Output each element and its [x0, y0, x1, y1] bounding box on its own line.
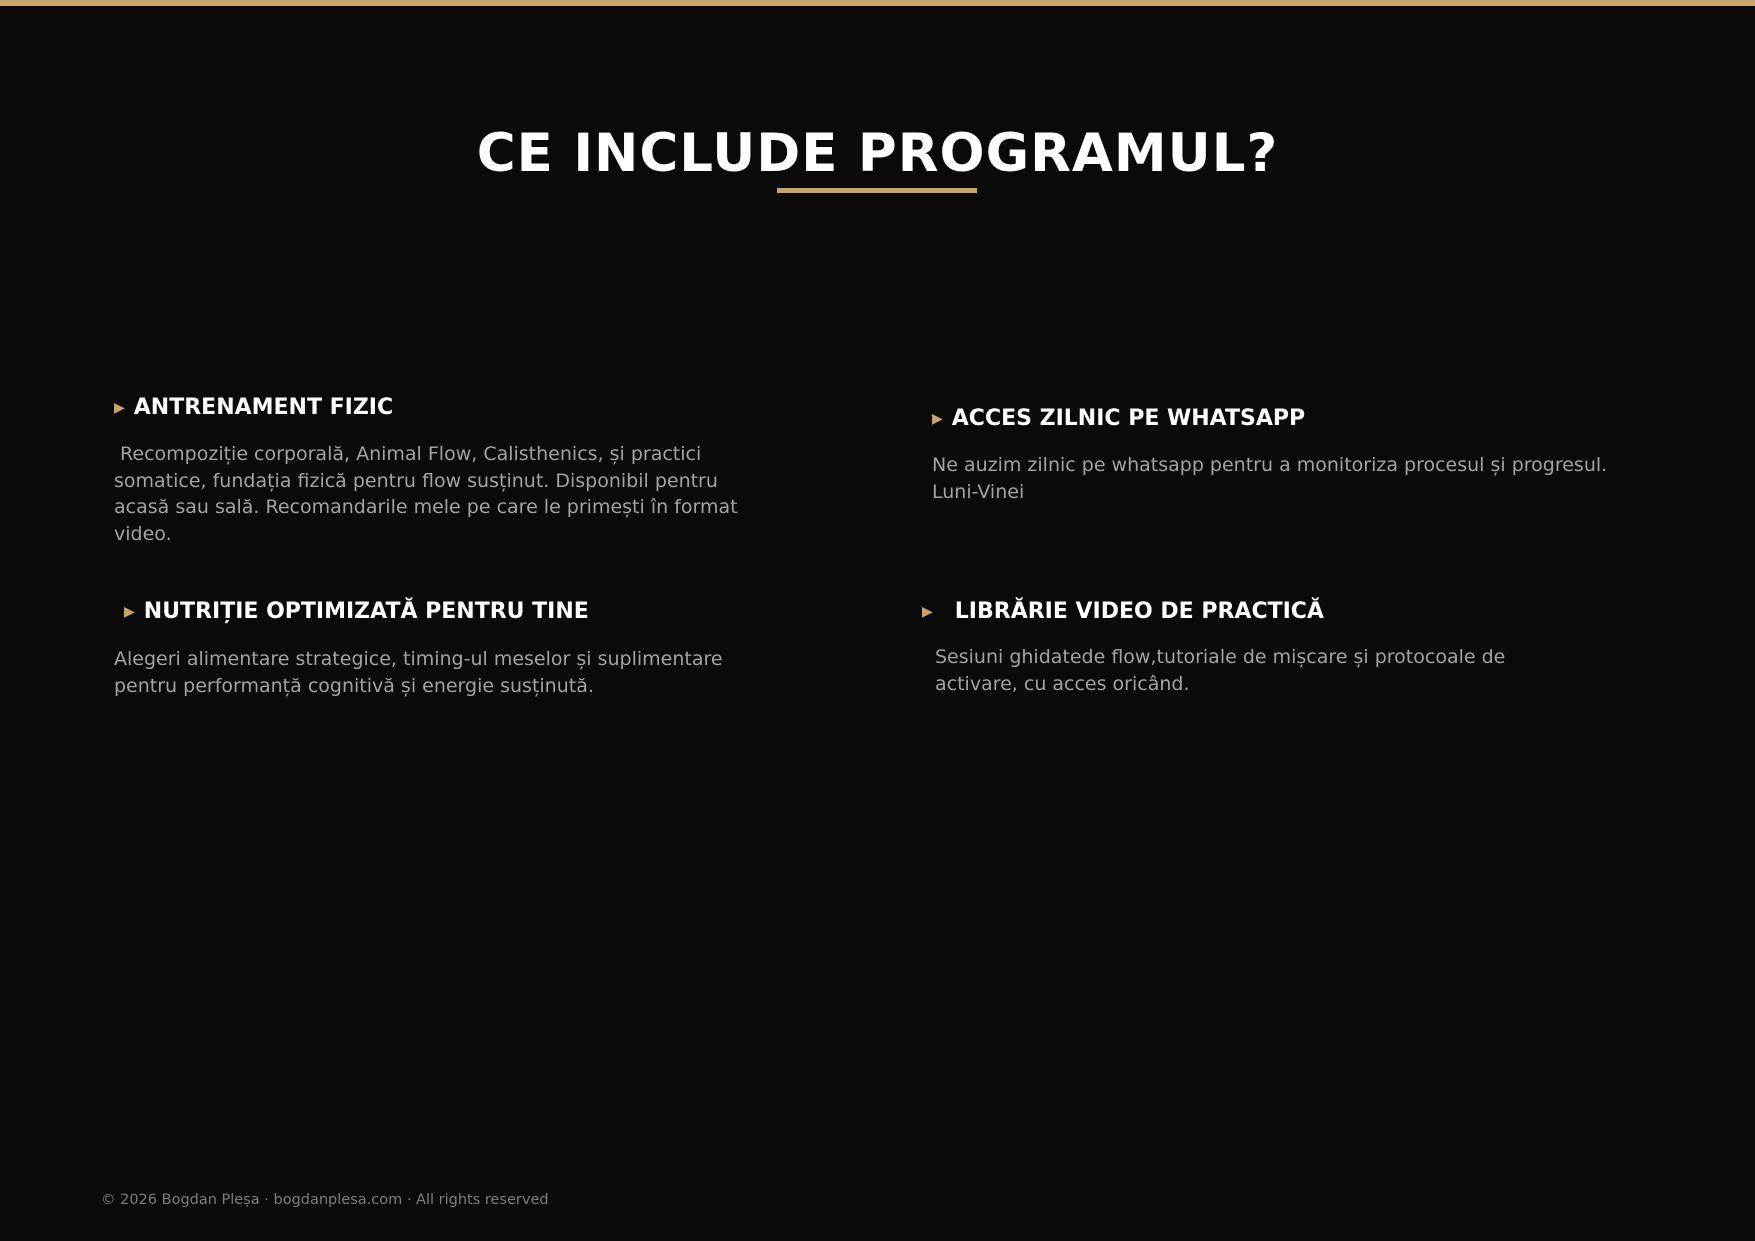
feature-description: Sesiuni ghidatede flow,tutoriale de mișcare și protocoale de activare, cu acces oricând.: [935, 646, 1506, 695]
footer-copyright: © 2026 Bogdan Pleșa · bogdanplesa.com · All rights reserved: [101, 1192, 549, 1208]
feature-description: Ne auzim zilnic pe whatsapp pentru a monitoriza procesul și progresul. Luni-Vinei: [932, 454, 1608, 503]
top-accent-bar: [0, 0, 1755, 6]
triangle-right-icon: ▶: [114, 400, 125, 416]
feature-heading: [932, 405, 1652, 433]
feature-title: ANTRENAMENT FIZIC: [133, 395, 394, 420]
feature-title: NUTRIȚIE OPTIMIZATĂ PENTRU TINE: [143, 599, 589, 624]
triangle-right-icon: ▶: [124, 604, 135, 620]
feature-heading: [114, 394, 764, 422]
page-title: CE INCLUDE PROGRAMUL?: [476, 123, 1279, 184]
feature-whatsapp-access: [932, 405, 1652, 505]
feature-description: Alegeri alimentare strategice, timing-ul meselor și suplimentare pentru performanță cognitivă și energie susținută.: [114, 648, 723, 697]
triangle-right-icon: ▶: [932, 411, 943, 427]
feature-physical-training: [114, 394, 764, 547]
feature-title: LIBRĂRIE VIDEO DE PRACTICĂ: [954, 599, 1324, 624]
feature-video-library: [922, 598, 1562, 697]
feature-nutrition: [114, 598, 764, 699]
feature-heading: [114, 598, 764, 626]
feature-description: Recompoziție corporală, Animal Flow, Calisthenics, și practici somatice, fundația fizică pentru flow susținut. Disponibil pentru acasă sau sală. Recomandarile mele pe care le primești în format video.: [114, 443, 744, 545]
triangle-right-icon: ▶: [922, 604, 933, 620]
title-underline: [777, 188, 977, 193]
feature-heading: [922, 598, 1562, 626]
feature-title: ACCES ZILNIC PE WHATSAPP: [951, 406, 1306, 431]
